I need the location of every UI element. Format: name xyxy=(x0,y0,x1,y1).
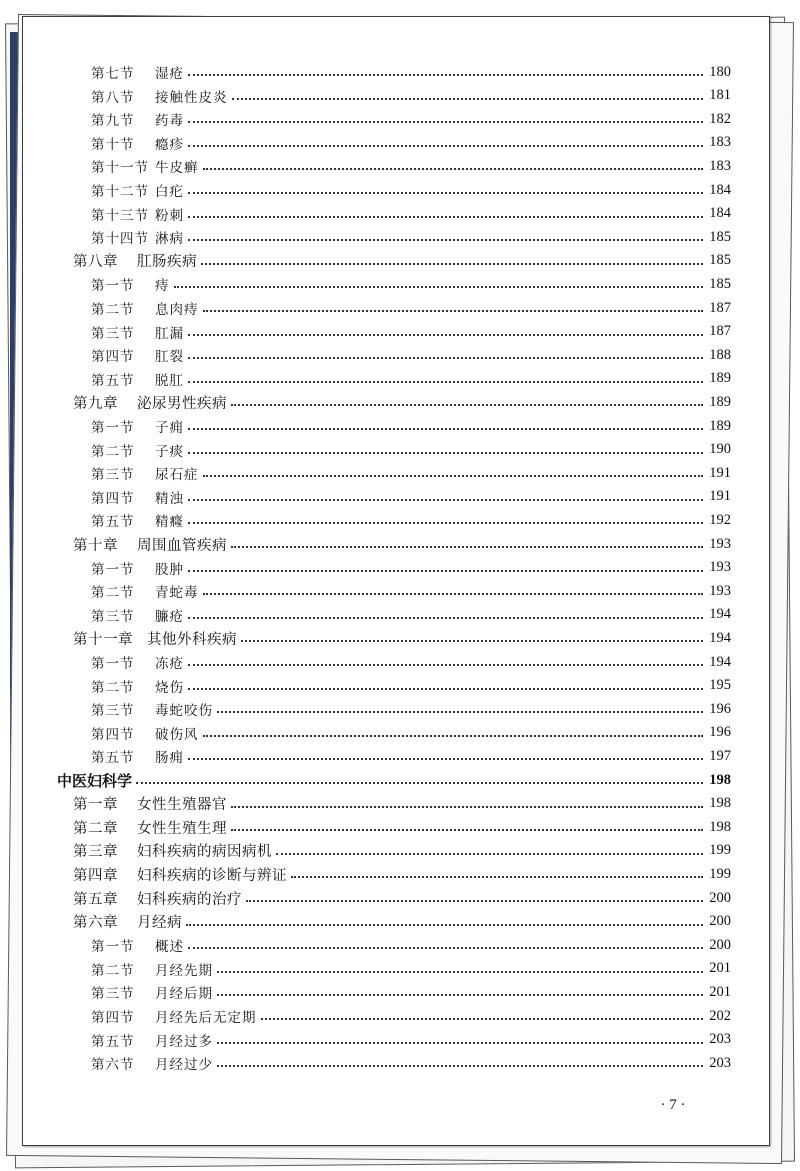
toc-entry-page: 185 xyxy=(709,228,731,245)
toc-entry-number: 第十二节 xyxy=(91,184,149,200)
toc-entry-page: 198 xyxy=(709,818,731,835)
toc-entry-section[interactable] xyxy=(91,61,731,83)
toc-entry-section[interactable] xyxy=(91,722,731,744)
toc-entry-title: 精浊 xyxy=(155,490,184,507)
dot-leader xyxy=(188,452,703,454)
toc-entry-part[interactable] xyxy=(57,769,731,791)
dot-leader xyxy=(188,758,703,760)
dot-leader xyxy=(291,876,703,878)
toc-entry-number: 第二节 xyxy=(91,679,135,696)
toc-entry-page: 189 xyxy=(709,393,731,410)
toc-entry-title: 烧伤 xyxy=(155,679,184,696)
toc-entry-page: 181 xyxy=(709,87,731,104)
toc-entry-page: 199 xyxy=(709,865,731,882)
toc-entry-section[interactable] xyxy=(91,651,731,673)
toc-entry-section[interactable] xyxy=(91,85,731,107)
toc-entry-page: 196 xyxy=(709,700,731,717)
toc-entry-page: 189 xyxy=(709,370,731,387)
toc-entry-section[interactable] xyxy=(91,958,731,980)
toc-entry-section[interactable] xyxy=(91,203,731,225)
toc-entry-chapter[interactable] xyxy=(73,391,731,413)
toc-entry-number: 第一节 xyxy=(91,561,135,578)
toc-entry-title: 尿石症 xyxy=(155,467,199,484)
dot-leader xyxy=(188,74,703,76)
toc-entry-number: 第三章 xyxy=(73,844,118,861)
toc-entry-page: 195 xyxy=(709,677,731,694)
toc-entry-number: 第一章 xyxy=(73,797,118,814)
toc-entry-number: 第一节 xyxy=(91,278,135,295)
dot-leader xyxy=(203,310,704,312)
toc-entry-page: 188 xyxy=(709,346,731,363)
toc-entry-section[interactable] xyxy=(91,934,731,956)
dot-leader xyxy=(188,688,703,690)
dot-leader xyxy=(188,145,703,147)
toc-entry-section[interactable] xyxy=(91,1052,731,1074)
dot-leader xyxy=(203,735,704,737)
dot-leader xyxy=(203,593,704,595)
toc-entry-page: 203 xyxy=(709,1054,731,1071)
toc-entry-number: 第二节 xyxy=(91,302,135,318)
toc-entry-section[interactable] xyxy=(91,132,731,154)
toc-entry-page: 193 xyxy=(709,535,731,552)
toc-entry-chapter[interactable] xyxy=(73,533,731,555)
toc-entry-number: 第九节 xyxy=(91,113,135,130)
toc-entry-title: 瘾疹 xyxy=(155,136,184,153)
toc-entry-section[interactable] xyxy=(91,745,731,767)
toc-entry-page: 190 xyxy=(709,441,731,458)
dot-leader xyxy=(276,853,703,855)
toc-entry-section[interactable] xyxy=(91,509,731,531)
toc-entry-page: 200 xyxy=(709,913,731,930)
toc-entry-number: 第五节 xyxy=(91,372,135,389)
toc-entry-chapter[interactable] xyxy=(73,887,731,909)
toc-entry-title: 脱肛 xyxy=(155,372,184,389)
toc-entry-page: 193 xyxy=(709,559,731,576)
toc-entry-section[interactable] xyxy=(91,179,731,201)
toc-entry-section[interactable] xyxy=(91,226,731,248)
dot-leader xyxy=(174,286,704,288)
dot-leader xyxy=(186,924,703,926)
toc-entry-page: 201 xyxy=(709,960,731,977)
toc-entry-number: 第三节 xyxy=(91,986,135,1003)
toc-entry-section[interactable] xyxy=(91,580,731,602)
toc-entry-number: 第十四节 xyxy=(91,231,149,248)
toc-entry-number: 第四章 xyxy=(73,867,118,884)
toc-entry-page: 183 xyxy=(709,134,731,151)
dot-leader xyxy=(188,216,703,218)
toc-entry-title: 概述 xyxy=(155,939,184,956)
dot-leader xyxy=(231,404,703,406)
toc-entry-page: 191 xyxy=(709,488,731,505)
toc-entry-title: 肠痈 xyxy=(155,750,184,767)
dot-leader xyxy=(217,994,703,996)
toc-entry-number: 第六节 xyxy=(91,1057,135,1074)
toc-entry-number: 第五章 xyxy=(73,891,118,908)
toc-entry-title: 息肉痔 xyxy=(155,302,199,318)
toc-entry-page: 187 xyxy=(709,299,731,316)
toc-entry-page: 201 xyxy=(709,983,731,1000)
dot-leader xyxy=(203,475,704,477)
dot-leader xyxy=(231,546,703,548)
toc-entry-title: 子痰 xyxy=(155,443,184,460)
toc-entry-number: 第一节 xyxy=(91,939,135,956)
toc-entry-number: 第三节 xyxy=(91,703,135,720)
dot-leader xyxy=(188,617,703,619)
dot-leader xyxy=(188,522,703,524)
dot-leader xyxy=(232,98,704,100)
dot-leader xyxy=(231,806,703,808)
toc-entry-number: 第五节 xyxy=(91,750,135,767)
toc-entry-chapter[interactable] xyxy=(73,250,731,272)
toc-entry-page: 185 xyxy=(709,252,731,269)
dot-leader xyxy=(203,168,704,170)
dot-leader xyxy=(188,357,703,359)
dot-leader xyxy=(188,947,703,949)
toc-entry-page: 199 xyxy=(709,842,731,859)
dot-leader xyxy=(217,711,703,713)
toc-entry-title: 破伤风 xyxy=(155,726,199,743)
toc-entry-number: 第四节 xyxy=(91,726,135,743)
toc-entry-page: 187 xyxy=(709,323,731,340)
toc-entry-section[interactable] xyxy=(91,604,731,626)
toc-entry-title: 月经病 xyxy=(137,915,182,932)
dot-leader xyxy=(188,121,703,123)
toc-entry-section[interactable] xyxy=(91,415,731,437)
toc-entry-title: 妇科疾病的治疗 xyxy=(137,891,242,908)
toc-entry-number: 第一节 xyxy=(91,420,135,436)
toc-entry-page: 202 xyxy=(709,1007,731,1024)
toc-entry-section[interactable] xyxy=(91,698,731,720)
dot-leader xyxy=(261,1018,704,1020)
toc-entry-number: 第二节 xyxy=(91,585,135,602)
toc-entry-page: 194 xyxy=(709,629,731,646)
toc-entry-title: 股肿 xyxy=(155,561,184,578)
toc-entry-page: 194 xyxy=(709,606,731,623)
dot-leader xyxy=(188,570,703,572)
toc-entry-number: 第四节 xyxy=(91,1010,135,1026)
toc-entry-title: 接触性皮炎 xyxy=(155,89,228,106)
toc-entry-title: 臁疮 xyxy=(155,608,184,625)
toc-entry-page: 194 xyxy=(709,653,731,670)
toc-entry-section[interactable] xyxy=(91,1005,731,1027)
toc-entry-page: 198 xyxy=(709,771,731,788)
toc-entry-section[interactable] xyxy=(91,108,731,130)
toc-entry-page: 184 xyxy=(709,181,731,198)
dot-leader xyxy=(188,192,703,194)
toc-entry-number: 第四节 xyxy=(91,490,135,507)
toc-entry-number: 第十一章 xyxy=(73,631,133,648)
toc-entry-number: 第八章 xyxy=(73,254,118,271)
toc-entry-number: 第二节 xyxy=(91,962,135,979)
dot-leader xyxy=(136,782,703,784)
toc-entry-page: 191 xyxy=(709,464,731,481)
toc-entry-number: 第十一节 xyxy=(91,160,149,177)
dot-leader xyxy=(217,1065,703,1067)
toc-entry-page: 200 xyxy=(709,936,731,953)
toc-entry-number: 第二章 xyxy=(73,820,118,837)
toc-entry-title: 药毒 xyxy=(155,113,184,130)
toc-entry-title: 月经过多 xyxy=(155,1033,213,1050)
toc-entry-title: 毒蛇咬伤 xyxy=(155,703,213,720)
dot-leader xyxy=(188,664,703,666)
toc-entry-section[interactable] xyxy=(91,155,731,177)
dot-leader xyxy=(246,900,703,902)
toc-entry-title: 月经先期 xyxy=(155,962,213,979)
toc-entry-section[interactable] xyxy=(91,439,731,461)
toc-entry-number: 第六章 xyxy=(73,915,118,932)
toc-entry-number: 第五节 xyxy=(91,1033,135,1050)
toc-entry-number: 第八节 xyxy=(91,89,135,106)
toc-entry-chapter[interactable] xyxy=(73,793,731,815)
toc-entry-title: 泌尿男性疾病 xyxy=(137,395,227,412)
toc-entry-section[interactable] xyxy=(91,344,731,366)
dot-leader xyxy=(188,239,703,241)
toc-entry-title: 女性生殖生理 xyxy=(137,820,227,837)
toc-entry-number: 第三节 xyxy=(91,325,135,342)
toc-entry-page: 198 xyxy=(709,795,731,812)
toc-entry-title: 女性生殖器官 xyxy=(137,797,227,814)
toc-entry-number: 第五节 xyxy=(91,514,135,531)
toc-entry-number: 第一节 xyxy=(91,656,135,672)
toc-entry-title: 周围血管疾病 xyxy=(137,537,227,554)
toc-entry-section[interactable] xyxy=(91,675,731,697)
toc-entry-section[interactable] xyxy=(91,1029,731,1051)
toc-entry-number: 第四节 xyxy=(91,349,135,366)
dot-leader xyxy=(188,381,703,383)
toc-entry-number: 第十章 xyxy=(73,537,118,554)
toc-entry-number: 第三节 xyxy=(91,467,135,484)
toc-entry-page: 182 xyxy=(709,110,731,127)
toc-entry-title: 其他外科疾病 xyxy=(147,631,237,648)
toc-entry-title: 肛漏 xyxy=(155,325,184,342)
toc-page xyxy=(22,16,770,1146)
toc-entry-chapter[interactable] xyxy=(73,840,731,862)
dot-leader xyxy=(241,640,703,642)
toc-entry-number: 第三节 xyxy=(91,608,135,625)
toc-entry-page: 180 xyxy=(709,63,731,80)
page-number: · 7 · xyxy=(660,1097,686,1113)
toc-entry-section[interactable] xyxy=(91,273,731,295)
toc-entry-chapter[interactable] xyxy=(73,863,731,885)
toc-entry-page: 197 xyxy=(709,747,731,764)
dot-leader xyxy=(188,428,703,430)
toc-entry-page: 200 xyxy=(709,889,731,906)
toc-entry-chapter[interactable] xyxy=(73,911,731,933)
toc-entry-number: 第二节 xyxy=(91,443,135,460)
toc-entry-title: 妇科疾病的病因病机 xyxy=(137,844,272,861)
toc-entry-title: 月经后期 xyxy=(155,986,213,1003)
toc-entry-page: 185 xyxy=(709,275,731,292)
toc-entry-section[interactable] xyxy=(91,486,731,508)
toc-entry-section[interactable] xyxy=(91,557,731,579)
toc-entry-title: 精癃 xyxy=(155,514,184,531)
dot-leader xyxy=(188,499,703,501)
toc-entry-title: 月经过少 xyxy=(155,1057,213,1074)
dot-leader xyxy=(217,971,703,973)
toc-entry-page: 189 xyxy=(709,417,731,434)
toc-entry-chapter[interactable] xyxy=(73,627,731,649)
toc-entry-section[interactable] xyxy=(91,981,731,1003)
dot-leader xyxy=(201,263,703,265)
toc-entry-page: 196 xyxy=(709,724,731,741)
toc-entry-page: 193 xyxy=(709,582,731,599)
toc-entry-number: 第七节 xyxy=(91,66,135,82)
toc-entry-page: 183 xyxy=(709,157,731,174)
dot-leader xyxy=(217,1042,703,1044)
dot-leader xyxy=(188,334,703,336)
toc-entry-title: 妇科疾病的诊断与辨证 xyxy=(137,867,287,884)
toc-entry-title: 子痈 xyxy=(155,420,184,436)
toc-entry-page: 192 xyxy=(709,511,731,528)
toc-entry-page: 203 xyxy=(709,1031,731,1048)
toc-entry-title: 肛裂 xyxy=(155,349,184,366)
toc-entry-section[interactable] xyxy=(91,368,731,390)
toc-entry-section[interactable] xyxy=(91,321,731,343)
toc-entry-title: 肛肠疾病 xyxy=(137,254,197,271)
toc-entry-title: 牛皮癣 xyxy=(155,160,199,177)
toc-entry-title: 白疕 xyxy=(155,184,184,200)
toc-entry-number: 第十三节 xyxy=(91,207,149,224)
toc-entry-title: 月经先后无定期 xyxy=(155,1010,257,1026)
toc-entry-section[interactable] xyxy=(91,297,731,319)
toc-entry-title: 淋病 xyxy=(155,231,184,248)
toc-entry-title: 痔 xyxy=(155,278,170,295)
toc-entry-number: 第十节 xyxy=(91,136,135,153)
toc-entry-title: 青蛇毒 xyxy=(155,585,199,602)
dot-leader xyxy=(231,829,703,831)
toc-entry-section[interactable] xyxy=(91,462,731,484)
toc-entry-title: 粉刺 xyxy=(155,207,184,224)
toc-entry-title: 湿疮 xyxy=(155,66,184,82)
toc-entry-page: 184 xyxy=(709,205,731,222)
toc-entry-title: 冻疮 xyxy=(155,656,184,672)
toc-entry-title: 中医妇科学 xyxy=(57,771,133,790)
toc-entry-chapter[interactable] xyxy=(73,816,731,838)
toc-entry-number: 第九章 xyxy=(73,395,118,412)
